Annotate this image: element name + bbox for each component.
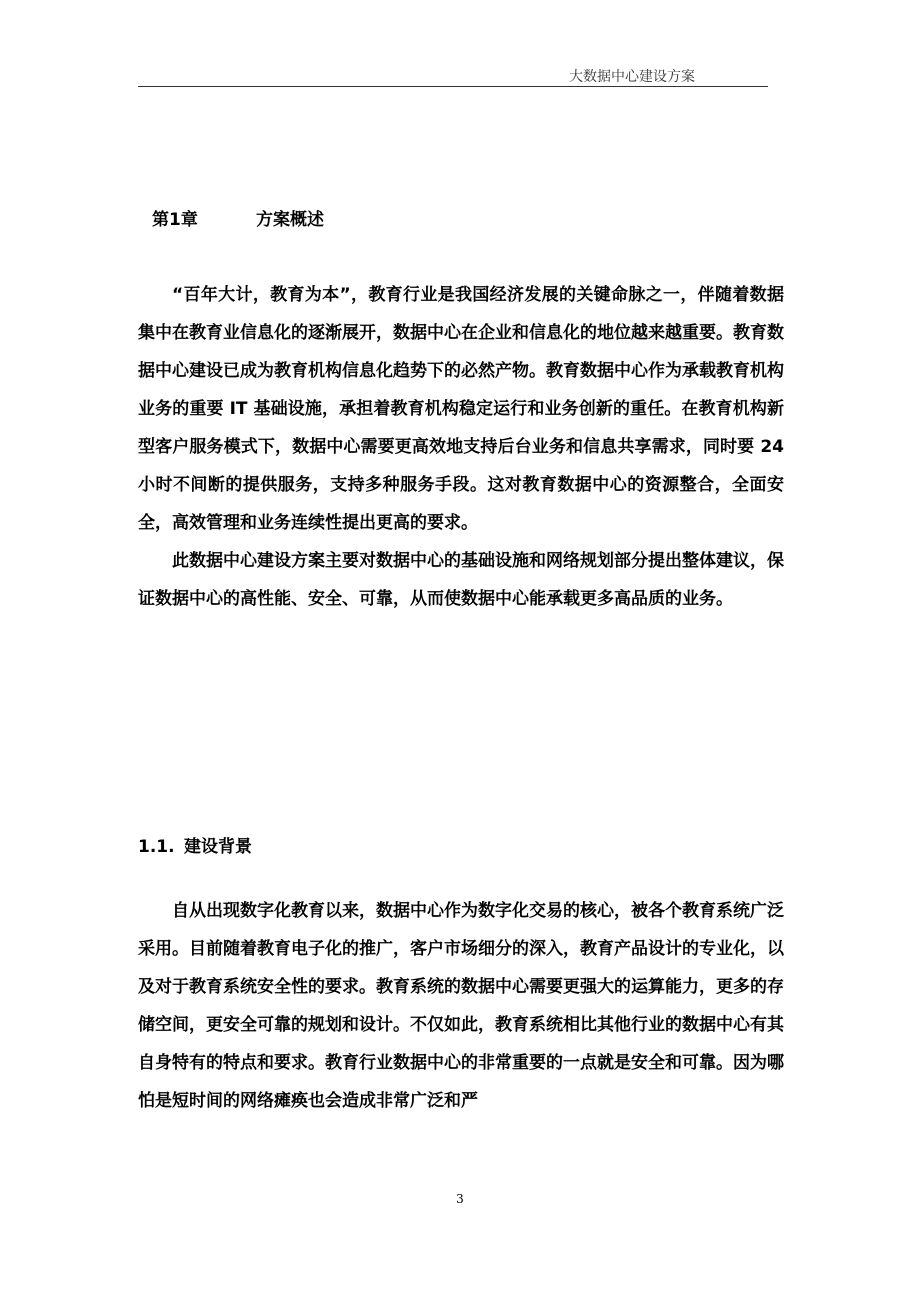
chapter-heading [152, 205, 324, 230]
header-rule [138, 86, 768, 87]
section-heading [138, 832, 252, 857]
chapter-title: 方案概述 [256, 210, 324, 230]
running-header: 大数据中心建设方案 [569, 69, 695, 85]
chapter-number: 第1章 [152, 210, 198, 230]
paragraph: “百年大计，教育为本”，教育行业是我国经济发展的关键命脉之一，伴随着数据集中在教育业信息化的逐渐展开，数据中心在企业和信息化的地位越来越重要。教育数据中心建设已成为教育机构信息化趋势下的必然产物。教育数据中心作为承载教育机构业务的重要 IT 基础设施，承担着教育机构稳定运行和业务创新的重任。在教育机构新型客户服务模式下，数据中心需要更高效地支持后台业务和信息共享需求，同时要 24 小时不间断的提供服务，支持多种服务手段。这对教育数据中心的资源整合，全面安全，高效管理和业务连续性提出更高的要求。 [138, 285, 784, 533]
section-title: 建设背景 [184, 837, 252, 857]
page-number: 3 [456, 1192, 464, 1206]
intro-text [138, 276, 784, 618]
section-number: 1.1. [138, 837, 175, 857]
section-text [138, 892, 784, 1120]
paragraph: 此数据中心建设方案主要对数据中心的基础设施和网络规划部分提出整体建议，保证数据中心的高性能、安全、可靠，从而使数据中心能承载更多高品质的业务。 [138, 551, 784, 609]
paragraph: 自从出现数字化教育以来，数据中心作为数字化交易的核心，被各个教育系统广泛采用。目前随着教育电子化的推广，客户市场细分的深入，教育产品设计的专业化，以及对于教育系统安全性的要求。教育系统的数据中心需要更强大的运算能力，更多的存储空间，更安全可靠的规划和设计。不仅如此，教育系统相比其他行业的数据中心有其自身特有的特点和要求。教育行业数据中心的非常重要的一点就是安全和可靠。因为哪怕是短时间的网络瘫痪也会造成非常广泛和严 [138, 901, 784, 1111]
